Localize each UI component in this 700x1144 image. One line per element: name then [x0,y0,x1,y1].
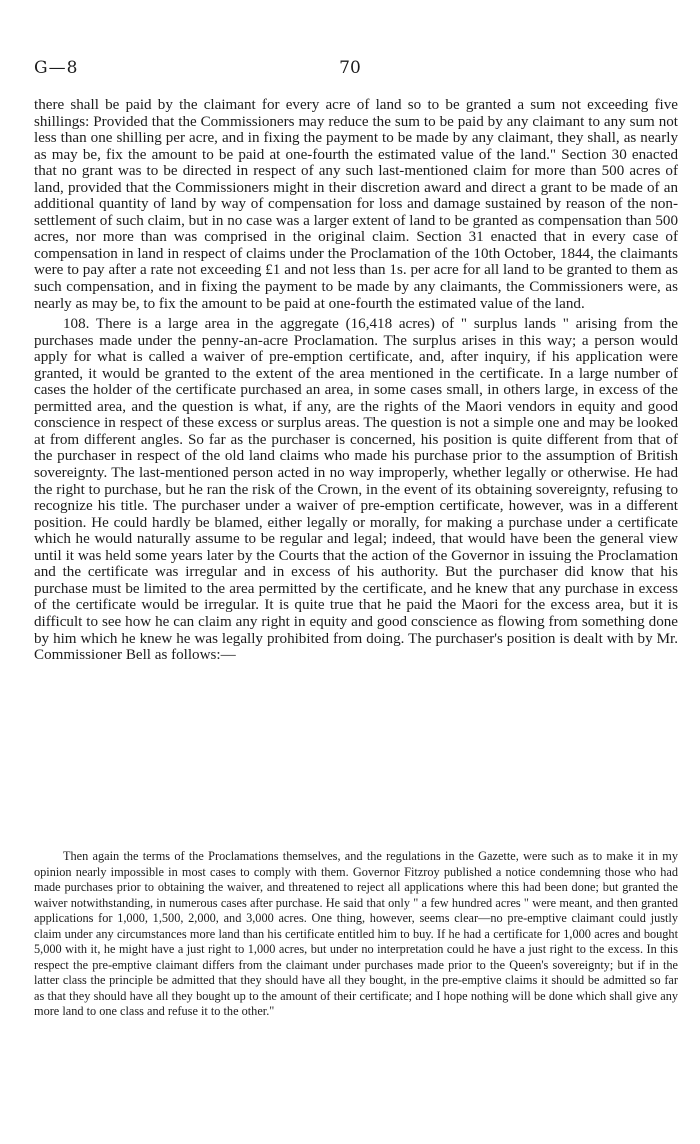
paragraph-continued: there shall be paid by the claimant for every acre of land so to be granted a sum not exceeding five shillings: Provided that the Commissioners may reduce the sum to be paid by any claimant to any sum not less than one shilling per acre, and in fixing the payment to be made by any claimant, they shall, as nearly as may be, fix the amount to be paid at one-fourth the estimated value of the land." Section 30 enacted that no grant was to be directed in respect of any such last-mentioned claim for more than 500 acres of land, provided that the Commissioners might in their discretion award and direct a grant to be made of an additional quantity of land by way of compensation for loss and damage sustained by reason of the non-settlement of such claim, but in no case was a larger extent of land to be granted as compensation than 500 acres, nor more than was comprised in the original claim. Section 31 enacted that in every case of compensation in land in respect of claims under the Proclamation of the 10th October, 1844, the claimants were to pay after a rate not exceeding £1 and not less than 1s. per acre for all land to be granted to them as such compensation, and in fixing the payment to be made by any claimants, the Commissioners were, as nearly as may be, to fix the amount to be paid at one-fourth the estimated value of the land. [34,97,678,312]
page-header [34,58,666,82]
paragraph-108: 108. There is a large area in the aggregate (16,418 acres) of " surplus lands " arising from the purchases made under the penny-an-acre Proclamation. The surplus arises in this way; a person would apply for what is called a waiver of pre-emption certificate, and, after inquiry, if his application were granted, it would be granted to the extent of the area mentioned in the certificate. In a large number of cases the holder of the certificate purchased an area, in some cases small, in others large, in excess of the permitted area, and the question is what, if any, are the rights of the Maori vendors in equity and good conscience in respect of these excess or surplus areas. The question is not a simple one and may be looked at from different angles. So far as the purchaser is concerned, his position is quite different from that of the purchaser in respect of the old land claims who made his purchase prior to the assumption of British sovereignty. The last-mentioned person acted in no way improperly, whether legally or otherwise. He had the right to purchase, but he ran the risk of the Crown, in the event of its obtaining sovereignty, refusing to recognize his title. The purchaser under a waiver of pre-emption certificate, however, was in a different position. He could hardly be blamed, either legally or morally, for making a purchase under a certificate which he would naturally assume to be regular and legal; indeed, that would have been the general view until it was held some years later by the Courts that the action of the Governor in issuing the Proclamation and the certificate was irregular and in excess of his authority. But the purchaser did know that his purchase must be limited to the area permitted by the certificate, and he knew that any purchase in excess of the certificate would be irregular. It is quite true that he paid the Maori for the excess area, but it is difficult to see how he can claim any right in equity and good conscience as flowing from something done by him which he knew he was legally prohibited from doing. The purchaser's position is dealt with by Mr. Commissioner Bell as follows:— [34,316,678,664]
page-number: 70 [339,58,361,78]
block-quote [34,849,678,1020]
document-reference: G—8 [34,58,79,78]
quote-text: Then again the terms of the Proclamations themselves, and the regulations in the Gazette, were such as to make it in my opinion nearly impossible in most cases to comply with them. Governor Fitzroy published a notice condemning those who had made purchases prior to obtaining the waiver, and threatened to reject all applications where this had been done; but granted the waiver notwithstanding, in numerous cases after purchase. He said that only " a few hundred acres " were meant, and then granted applications for 1,000, 1,500, 2,000, and 3,000 acres. One thing, however, seems clear—no pre-emptive claimant could justly claim under any circumstances more land than his certificate entitled him to buy. If he had a certificate for 1,000 acres and bought 5,000 with it, he might have a just right to 1,000 acres, but under no interpretation could he have a just right to the excess. In this respect the pre-emptive claimant differs from the claimant under purchases made prior to the Queen's sovereignty; but if in the latter class the principle be admitted that they should have all they bought, in the pre-emptive claims it should be admitted so far as that they should have all they bought up to the amount of their certificate; and I hope nothing will be done which shall give any more land to one class and refuse it to the other." [34,849,678,1018]
body-text [34,97,678,664]
